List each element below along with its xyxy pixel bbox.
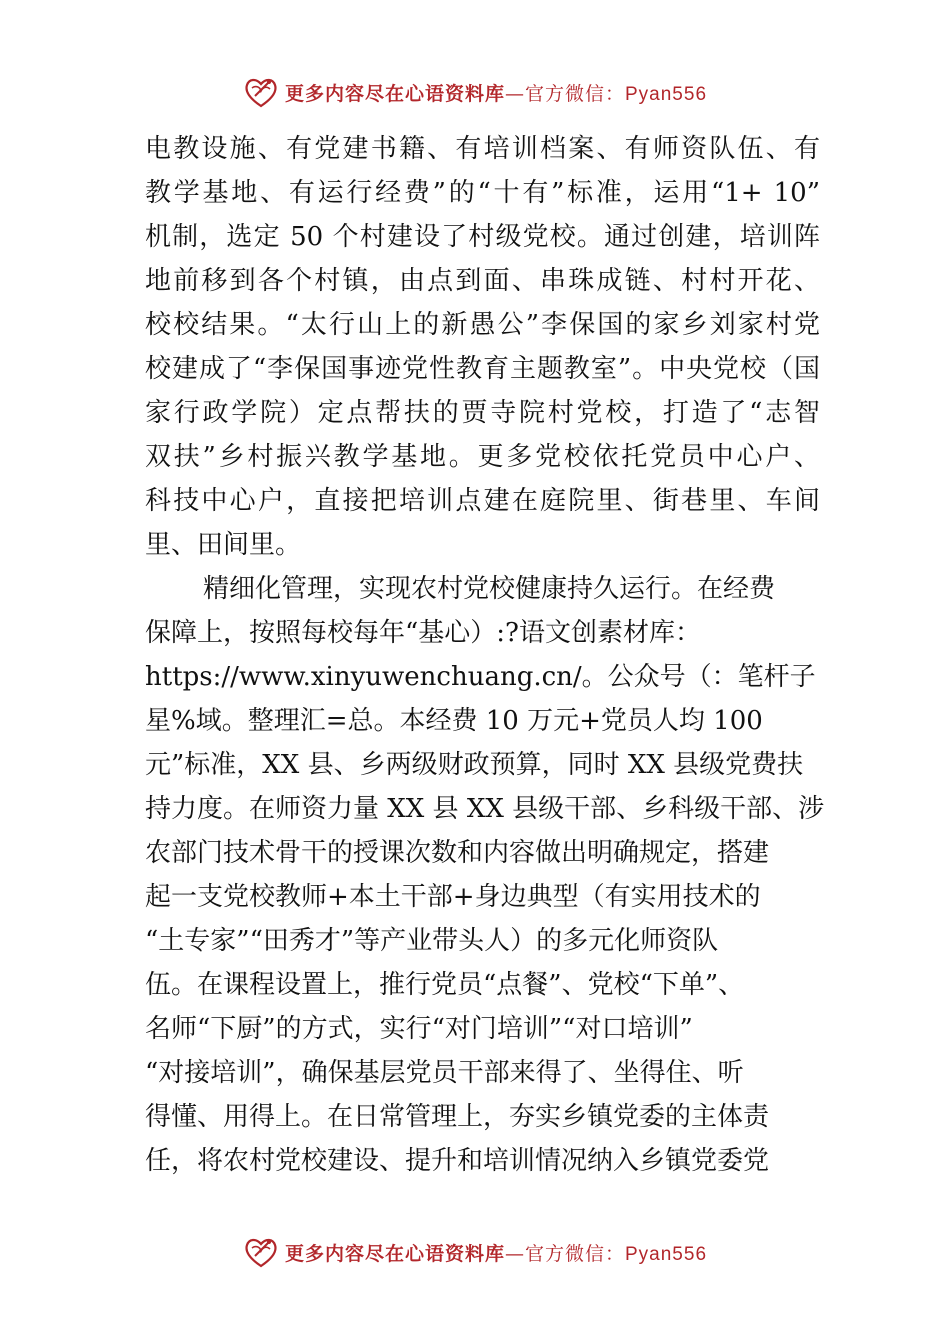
text-line: 电教设施、有党建书籍、有培训档案、有师资队伍、有 — [145, 134, 820, 164]
text-line: 家行政学院）定点帮扶的贾寺院村党校，打造了“志智 — [145, 398, 820, 428]
text-line: 得懂、用得上。在日常管理上，夯实乡镇党委的主体责 — [145, 1102, 770, 1132]
text-line: 校校结果。“太行山上的新愚公”李保国的家乡刘家村党 — [145, 310, 820, 340]
text-line: 教学基地、有运行经费”的“十有”标准，运用“1+ 10” — [145, 178, 820, 208]
text-line: 校建成了“李保国事迹党性教育主题教室”。中央党校（国 — [145, 354, 820, 384]
footer-site-name: 更多内容尽在心语资料库 — [284, 1242, 505, 1265]
text-line: 地前移到各个村镇，由点到面、串珠成链、村村开花、 — [145, 266, 820, 296]
header-wechat: 官方微信：Pyan556 — [525, 83, 708, 105]
text-line: 星%域。整理汇=总。本经费 10 万元+党员人均 100 — [145, 706, 763, 736]
header-site-name: 更多内容尽在心语资料库 — [284, 82, 505, 105]
footer-banner — [0, 1232, 950, 1272]
header-dash: — — [505, 82, 525, 105]
heart-logo-icon — [243, 1234, 279, 1270]
text-line: 任，将农村党校建设、提升和培训情况纳入乡镇党委党 — [145, 1146, 770, 1176]
text-line: 元”标准，XX 县、乡两级财政预算，同时 XX 县级党费扶 — [145, 750, 804, 780]
text-line: 农部门技术骨干的授课次数和内容做出明确规定，搭建 — [145, 838, 770, 868]
heart-logo-icon — [243, 74, 279, 110]
text-line: 伍。在课程设置上，推行党员“点餐”、党校“下单”、 — [145, 970, 745, 1000]
text-line: 保障上，按照每校每年“基心）:?语文创素材库： — [145, 618, 701, 648]
document-body — [145, 127, 825, 1183]
text-line: 双扶”乡村振兴教学基地。更多党校依托党员中心户、 — [145, 442, 820, 472]
text-line: 科技中心户，直接把培训点建在庭院里、街巷里、车间 — [145, 486, 820, 516]
header-text — [285, 79, 707, 106]
text-line: “土专家”“田秀才”等产业带头人）的多元化师资队 — [145, 926, 719, 956]
header-banner — [0, 72, 950, 112]
footer-wechat: 官方微信：Pyan556 — [525, 1243, 708, 1265]
text-line: 机制，选定 50 个村建设了村级党校。通过创建，培训阵 — [145, 222, 820, 252]
text-line: 持力度。在师资力量 XX 县 XX 县级干部、乡科级干部、涉 — [145, 794, 825, 824]
text-line: 起一支党校教师+本土干部+身边典型（有实用技术的 — [145, 882, 761, 912]
footer-dash: — — [505, 1242, 525, 1265]
text-line: 名师“下厨”的方式，实行“对门培训”“对口培训” — [145, 1014, 693, 1044]
text-line: 精细化管理，实现农村党校健康持久运行。在经费 — [203, 574, 776, 604]
text-line: https://www.xinyuwenchuang.cn/。公众号（：笔杆子 — [145, 662, 816, 692]
footer-text — [285, 1239, 707, 1266]
text-line: 里、田间里。 — [145, 530, 302, 560]
text-line: “对接培训”，确保基层党员干部来得了、坐得住、听 — [145, 1058, 744, 1088]
